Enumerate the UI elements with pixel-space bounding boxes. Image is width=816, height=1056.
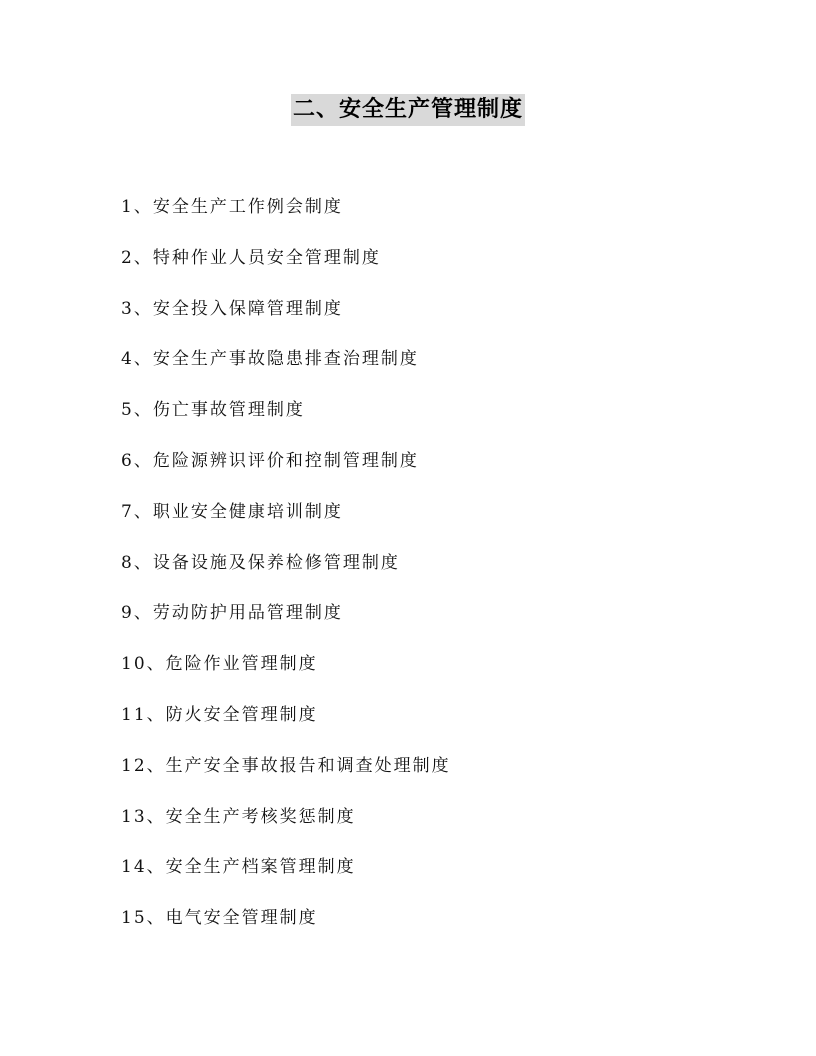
list-item: 15、电气安全管理制度 <box>121 908 318 929</box>
list-item: 6、危险源辨识评价和控制管理制度 <box>121 450 419 471</box>
list-item: 10、危险作业管理制度 <box>121 654 318 675</box>
list-item: 13、安全生产考核奖惩制度 <box>121 806 356 827</box>
list-item: 8、设备设施及保养检修管理制度 <box>121 552 400 573</box>
regulation-list <box>121 193 451 955</box>
list-item: 7、职业安全健康培训制度 <box>121 501 343 522</box>
list-item: 3、安全投入保障管理制度 <box>121 298 343 319</box>
list-item: 12、生产安全事故报告和调查处理制度 <box>121 755 451 776</box>
title-container <box>0 94 816 126</box>
list-item: 2、特种作业人员安全管理制度 <box>121 247 381 268</box>
list-item: 4、安全生产事故隐患排查治理制度 <box>121 349 419 370</box>
list-item: 9、劳动防护用品管理制度 <box>121 603 343 624</box>
list-item: 11、防火安全管理制度 <box>121 704 318 725</box>
list-item: 5、伤亡事故管理制度 <box>121 400 305 421</box>
list-item: 1、安全生产工作例会制度 <box>121 197 343 217</box>
page-title: 二、安全生产管理制度 <box>291 94 525 126</box>
list-item: 14、安全生产档案管理制度 <box>121 857 356 878</box>
